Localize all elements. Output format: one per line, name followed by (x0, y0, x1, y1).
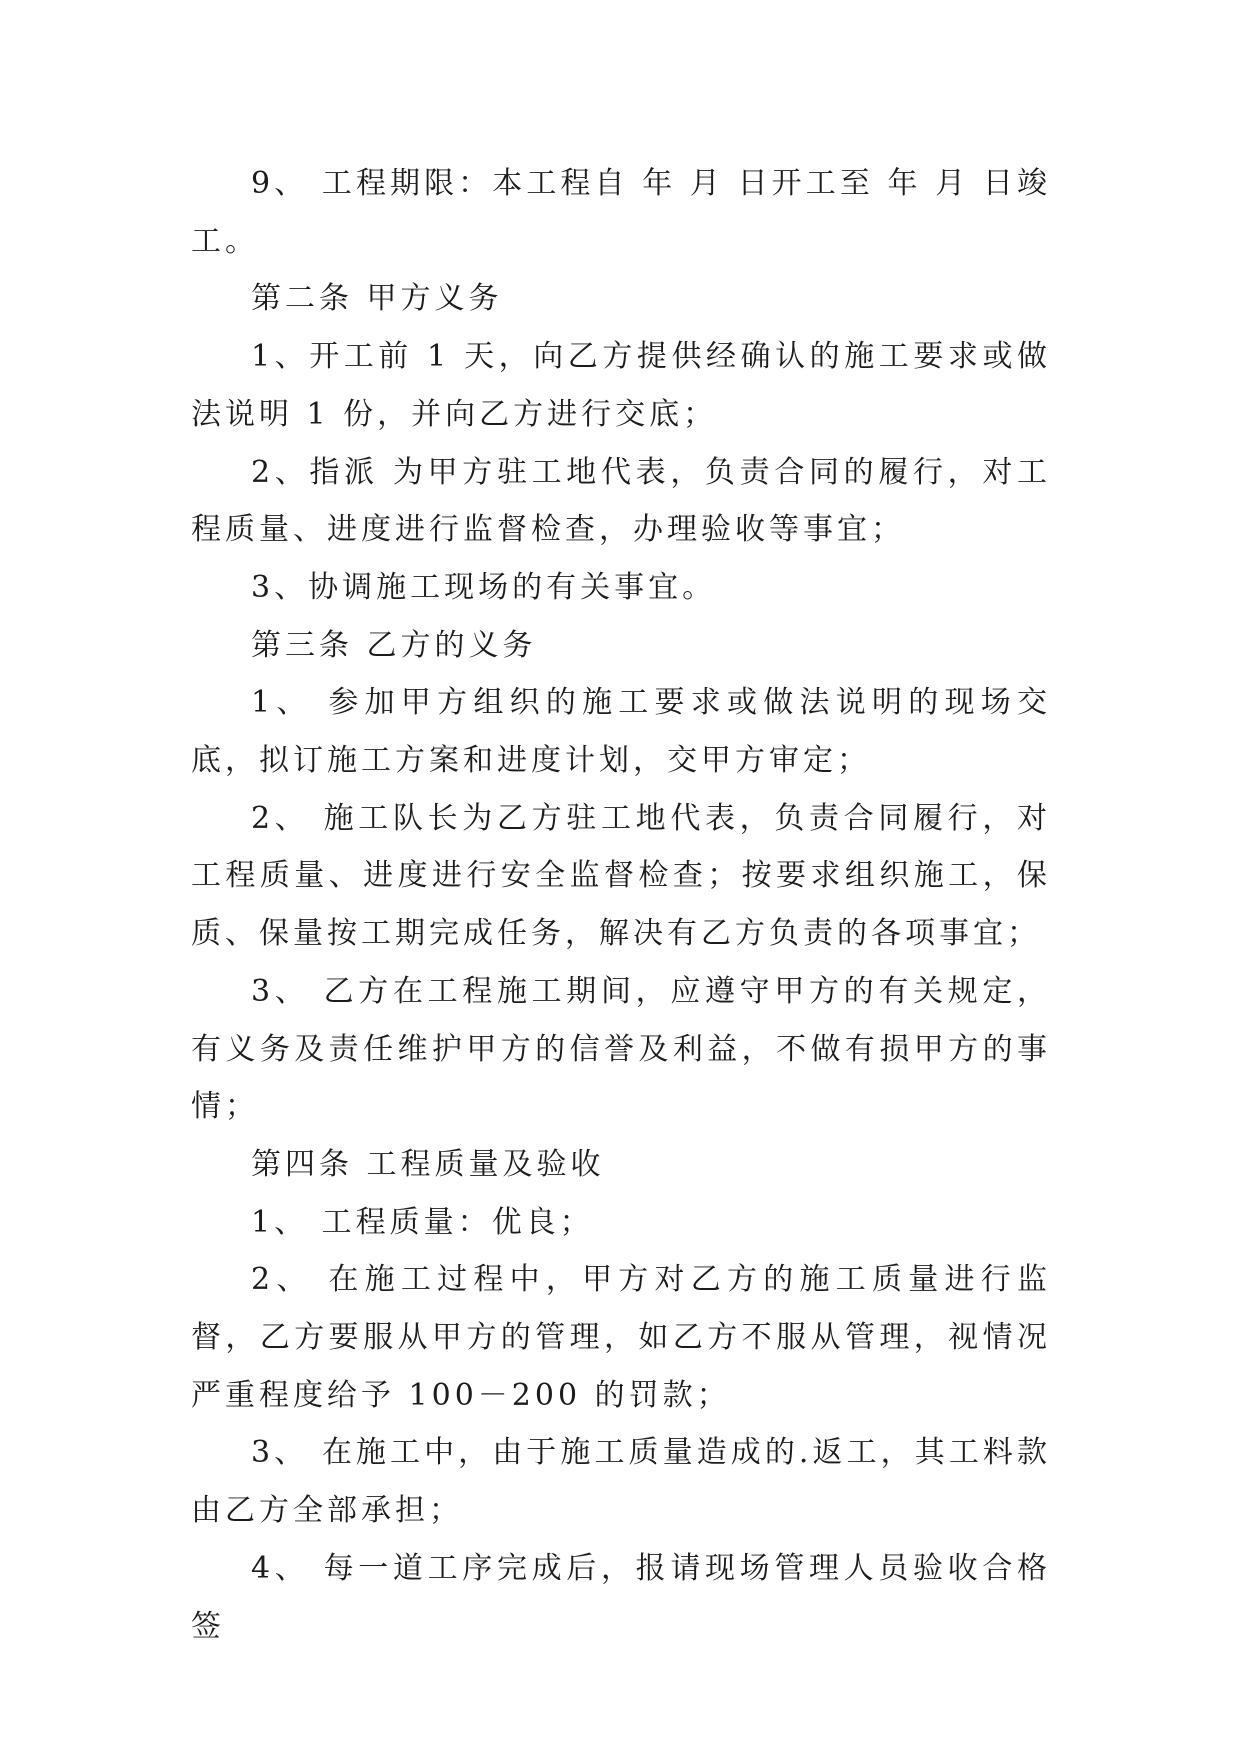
section-heading-quality-acceptance: 第四条 工程质量及验收 (251, 1146, 605, 1182)
paragraph-a-3: 3、协调施工现场的有关事宜。 (251, 569, 717, 605)
paragraph-q-3: 3、 在施工中，由于施工质量造成的.返工，其工料款由乙方全部承担； (191, 1435, 1051, 1529)
paragraph-b-3: 3、 乙方在工程施工期间，应遵守甲方的有关规定，有义务及责任维护甲方的信誉及利益，不做有损甲方的事情； (191, 973, 1051, 1125)
document-body (191, 155, 1051, 1655)
section-heading-party-a-obligations: 第二条 甲方义务 (251, 281, 503, 317)
paragraph-a-1: 1、开工前 1 天，向乙方提供经确认的施工要求或做法说明 1 份，并向乙方进行交底； (191, 339, 1051, 432)
section-heading-party-b-obligations: 第三条 乙方的义务 (251, 627, 537, 663)
paragraph-construction-period: 9、 工程期限：本工程自 年 月 日开工至 年 月 日竣工。 (191, 166, 1051, 259)
paragraph-a-2: 2、指派 为甲方驻工地代表，负责合同的履行，对工程质量、进度进行监督检查，办理验收等事宜； (191, 454, 1051, 548)
paragraph-q-4: 4、 每一道工序完成后，报请现场管理人员验收合格签 (191, 1550, 1051, 1644)
paragraph-q-2: 2、 在施工过程中，甲方对乙方的施工质量进行监督，乙方要服从甲方的管理，如乙方不服从管理，视情况严重程度给予 100－200 的罚款； (191, 1262, 1051, 1413)
paragraph-q-1: 1、 工程质量：优良； (251, 1204, 594, 1240)
paragraph-b-2: 2、 施工队长为乙方驻工地代表，负责合同履行，对工程质量、进度进行安全监督检查；按要求组织施工，保质、保量按工期完成任务，解决有乙方负责的各项事宜； (191, 800, 1051, 952)
paragraph-b-1: 1、 参加甲方组织的施工要求或做法说明的现场交底，拟订施工方案和进度计划，交甲方审定； (191, 685, 1051, 779)
